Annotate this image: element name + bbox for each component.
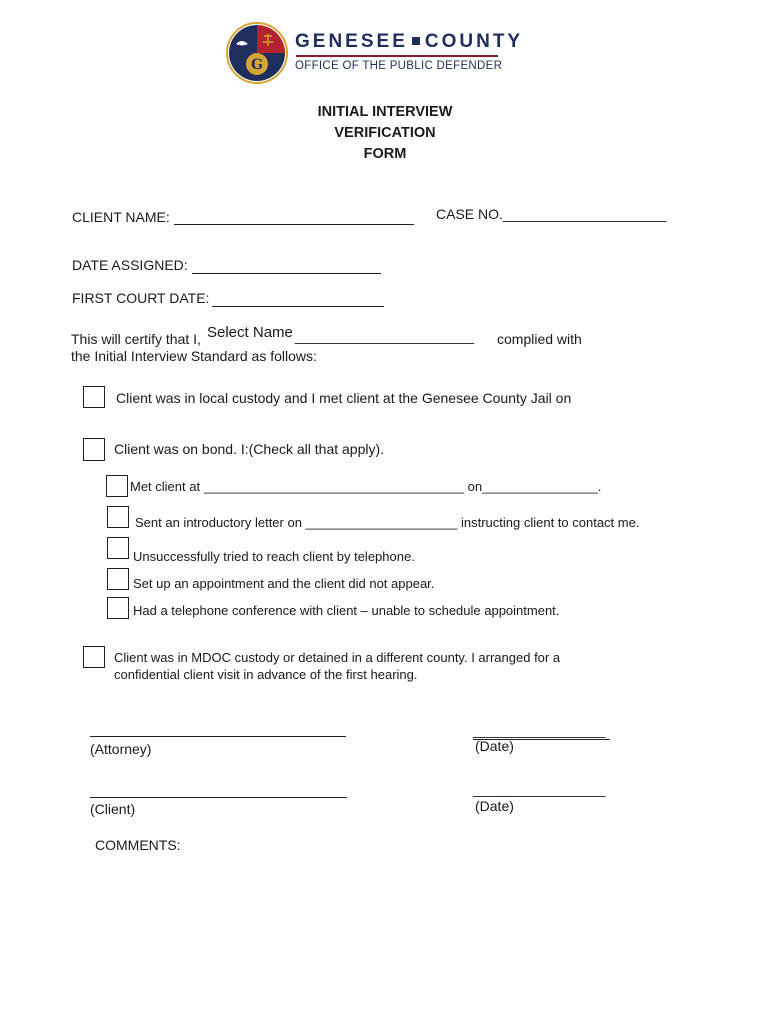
client-date-label: (Date) xyxy=(475,798,514,814)
attorney-date-label: (Date) xyxy=(475,738,514,754)
mdoc-option-label-2: confidential client visit in advance of the first hearing. xyxy=(114,667,418,682)
custody-option-label: Client was in local custody and I met client at the Genesee County Jail on xyxy=(116,390,572,406)
form-title-line-1: INITIAL INTERVIEW xyxy=(317,104,453,120)
attorney-date-underline: _________________ xyxy=(473,722,606,738)
attorney-signature-line[interactable] xyxy=(90,736,346,737)
client-date-underline: _________________ xyxy=(473,781,606,797)
form-title-line-2: VERIFICATION xyxy=(334,125,436,141)
attorney-name-select[interactable]: Select Name xyxy=(207,324,293,341)
seal-letter: G xyxy=(251,57,263,73)
date-assigned-field[interactable] xyxy=(192,273,381,274)
date-assigned-label: DATE ASSIGNED: xyxy=(72,257,188,273)
intro-letter-checkbox[interactable] xyxy=(107,506,129,528)
logo-wordmark: GENESEE COUNTY xyxy=(295,31,524,52)
client-name-label: CLIENT NAME: xyxy=(72,209,170,225)
first-court-date-field[interactable] xyxy=(212,306,384,307)
logo-subtitle: OFFICE OF THE PUBLIC DEFENDER xyxy=(295,60,503,72)
county-seal-logo xyxy=(226,22,288,84)
mdoc-checkbox[interactable] xyxy=(83,646,105,668)
met-client-checkbox[interactable] xyxy=(106,475,128,497)
bond-checkbox[interactable] xyxy=(83,438,105,461)
client-signature-line[interactable] xyxy=(90,797,347,798)
mdoc-option-label-1: Client was in MDOC custody or detained in a different county. I arranged for a xyxy=(114,650,561,665)
met-client-label: Met client at ____________________________________ on________________. xyxy=(130,479,602,494)
appointment-no-show-label: Set up an appointment and the client did not appear. xyxy=(133,576,435,591)
certify-text-prefix: This will certify that I, xyxy=(71,331,201,347)
telephone-attempt-label: Unsuccessfully tried to reach client by telephone. xyxy=(133,549,415,564)
certify-text-line-2: the Initial Interview Standard as follows: xyxy=(71,348,317,364)
case-number-label: CASE NO._____________________ xyxy=(436,206,667,222)
first-court-date-label: FIRST COURT DATE: xyxy=(72,290,210,306)
bond-option-label: Client was on bond. I:(Check all that apply). xyxy=(114,441,385,457)
telephone-conference-checkbox[interactable] xyxy=(107,597,129,619)
client-name-field[interactable] xyxy=(174,224,414,225)
attorney-signature-label: (Attorney) xyxy=(90,741,152,757)
appointment-no-show-checkbox[interactable] xyxy=(107,568,129,590)
comments-label: COMMENTS: xyxy=(95,837,181,853)
telephone-conference-label: Had a telephone conference with client – unable to schedule appointment. xyxy=(133,603,560,618)
logo-divider xyxy=(296,55,498,57)
client-signature-label: (Client) xyxy=(90,801,136,817)
custody-checkbox[interactable] xyxy=(83,386,105,408)
telephone-attempt-checkbox[interactable] xyxy=(107,537,129,559)
certify-text-suffix: complied with xyxy=(497,331,582,347)
form-title-line-3: FORM xyxy=(363,146,407,162)
intro-letter-label: Sent an introductory letter on _____________________ instructing client to contact me. xyxy=(135,515,640,530)
attorney-name-underline: _______________________ xyxy=(295,328,475,344)
